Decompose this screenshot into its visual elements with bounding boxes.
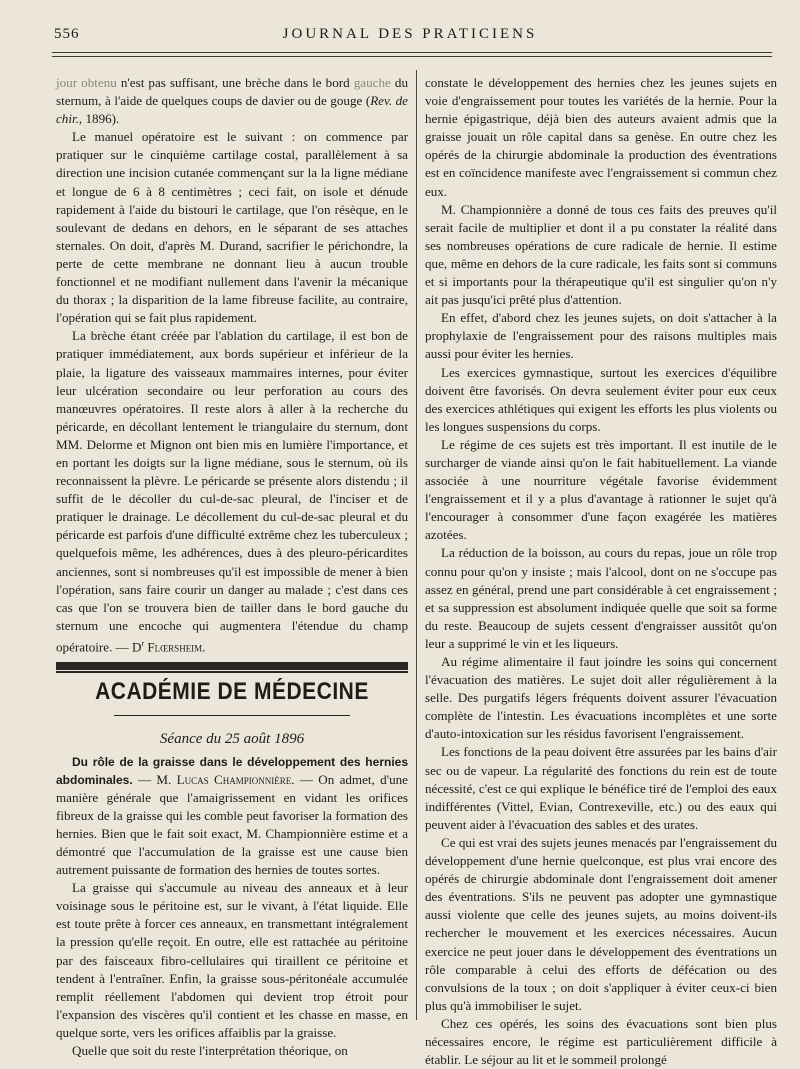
- running-header: [44, 26, 776, 48]
- header-rule-double: [52, 56, 772, 57]
- author-signature: Flœrsheim.: [144, 639, 206, 655]
- journal-title: JOURNAL DES PRATICIENS: [282, 26, 538, 42]
- paragraph: constate le développement des hernies chez les jeunes sujets en voie d'engraissement pour toutes les variétés de la hernie. Pour la hernie épigastrique, déjà bien des auteurs avaient admis que la graisse jouait un rôle capital dans sa genèse. En outre chez les opérés de la chirurgie abdominale la production des éventrations est en coïncidence manifeste avec l'engraissement si commun chez eux.: [425, 75, 777, 199]
- paragraph: Le manuel opératoire est le suivant : on commence par pratiquer sur le cinquième cartilage costal, parallèlement à sa direction une incision cutanée commençant sur la la ligne médiane et longue de 6 à 8 centimètres ; ceci fait, on isole et dénude rapidement à l'aide du bistouri le cartilage, que l'on résèque, en le soulevant de dedans en dehors, en le séparant de ses attaches sternales. On doit, d'après M. Durand, sacrifier le périchondre, la perte de cette membrane ne donnant lieu à aucun trouble fonctionnel et ne modifiant nullement dans l'avenir la mécanique du thorax ; la disparition de la lame fibreuse facilite, au contraire, l'opération qui se fait plus rapidement.: [56, 129, 408, 326]
- author-name: Lucas Championnière.: [176, 771, 295, 787]
- paragraph: Le régime de ces sujets est très important. Il est inutile de le surcharger de viande ainsi qu'on le fait habituellement. La viande associée à une nourriture végétale favorise évidemment l'engraissement et il y a plus d'avantage à rationner le sujet qu'à l'encourager à consommer d'une façon exagérée les matières azotées.: [425, 436, 777, 543]
- superscript: r: [141, 638, 145, 648]
- paragraph: La brèche étant créée par l'ablation du cartilage, il est bon de pratiquer immédiatement, aux bords supérieur et inférieur de la plaie, la ligature des vaisseaux mammaires internes, pour éviter leur ulcération secondaire ou leur perforation au cours des manœuvres opératoires. Il reste alors à aller à la recherche du péricarde, en décollant lentement le triangulaire du sternum, dont MM. Delorme et Mignon ont bien mis en lumière l'importance, et en portant les doigts sur la ligne médiane, sous le sternum, où ils reconnaissent la plèvre. Le péricarde se présente alors distendu ; il suffit de le décoller du cul-de-sac pleural, de l'inciser et de pratiquer le drainage. Le décollement du cul-de-sac pleural et du péricarde est parfois d'une difficulté extrême chez les tuberculeux ; quelquefois même, les adhérences, dues à des pleuro-péricardites anciennes, sont si nombreuses qu'il est impossible de mener à bien l'opération, sans faire courir un danger au malade ; c'est dans ces cas que l'on se trouvera bien de tailler dans le bord gauche du sternum une encoche qui augmentera l'étendue du champ opératoire. — $D^r$ Flœrsheim.: [56, 328, 408, 655]
- paragraph: jour obtenu n'est pas suffisant, une brèche dans le bord gauche du sternum, à l'aide de quelques coups de davier ou de gouge (Rev. de chir., 1896).: [56, 75, 408, 127]
- paragraph: Au régime alimentaire il faut joindre les soins qui concernent l'évacuation des matières. Le sujet doit aller régulièrement à la selle. Des purgatifs légers fréquents doivent assurer l'évacuation complète de l'intestin. Les évacuations incomplètes et une sorte d'auto-intoxication sur les résidus favorisent l'engraissement.: [425, 654, 777, 742]
- paragraph: Ce qui est vrai des sujets jeunes menacés par l'engraissement du développement d'une hernie quelconque, est plus vrai encore des opérés de chirurgie abdominale dont l'engraissement doit amener des éventrations. S'ils ne peuvent pas adopter une gymnastique aussi violente que celle des jeunes sujets, au moins doivent-ils rechercher le mouvement et les exercices nécessaires. Aucun exercice ne peut jouer dans le développement des éventrations un rôle comparable à celui des efforts de défécation ou des convulsions de la toux ; on doit s'appliquer à éviter ceux-ci bien plus qu'à immobiliser le sujet.: [425, 834, 777, 1013]
- page-number: 556: [54, 26, 80, 42]
- article-subject: Du rôle de la graisse dans le développement des hernies abdominales.: [56, 754, 408, 787]
- paragraph: M. Championnière a donné de tous ces faits des preuves qu'il serait facile de multiplier et dont il a pu constater la réalité dans ses nombreuses opérations de cure radicale de hernie. Il estime que, même en dehors de la cure radicale, les faits sont si communs et si importants pour la thérapeutique qu'il est singulier qu'on n'y ait pas jusqu'ici prêté plus d'attention.: [425, 201, 777, 308]
- paragraph: Les fonctions de la peau doivent être assurées par les bains d'air sec ou de vapeur. La régularité des fonctions du rein est de toute nécessité, c'est ce qui explique le bénéfice tiré de l'emploi des eaux indifférentes (Vittel, Evian, Contrexeville, etc.) ou des eaux qui peuvent aider à l'évacuation des sables et des urates.: [425, 744, 777, 832]
- right-column: [425, 74, 777, 1069]
- paragraph: Quelle que soit du reste l'interprétation théorique, on: [72, 1043, 348, 1059]
- section-band: [56, 662, 408, 670]
- paragraph: Du rôle de la graisse dans le développement des hernies abdominales. — M. Lucas Championnière. — On admet, d'une manière générale que l'amaigrissement en vidant les orifices fibreux de la graisse qui les comble peut favoriser la formation des hernies. Bien que le fait soit exact, M. Championnière estime et a démontré que l'accumulation de la graisse est une cause bien autrement puissante de formation des hernies de toutes sortes.: [56, 754, 408, 878]
- section-band-thin: [56, 671, 408, 673]
- section-title: ACADÉMIE DE MÉDECINE: [95, 678, 369, 706]
- paragraph: Chez ces opérés, les soins des évacuations sont bien plus nécessaires encore, le régime est particulièrement difficile à établir. Le séjour au lit et le sommeil prolongé: [425, 1015, 777, 1068]
- paragraph: La graisse qui s'accumule au niveau des anneaux et à leur voisinage sous le péritoine est, sur le vivant, à l'état liquide. Elle est toute prête à forcer ces anneaux, en transmettant intégralement la pression qu'elle reçoit. En outre, elle est rattachée au péritoine par des faisceaux fibro-cellulaires qui tiraillent ce péritoine et tendent à l'entraîner. Enfin, la graisse sous-péritonéale accumulée remplit réellement l'abdomen qui devient trop étroit pour l'expansion des viscères qu'il contient et les chasse en masse, en quelque sorte, vers les orifices affaiblis par la graisse.: [56, 880, 408, 1040]
- section-rule: [114, 715, 350, 716]
- header-rule: [52, 52, 772, 53]
- column-divider: [416, 70, 417, 1020]
- faded-text: jour obtenu: [56, 75, 117, 90]
- paragraph: En effet, d'abord chez les jeunes sujets, on doit s'attacher à la prophylaxie de l'engraissement pour des raisons multiples mais aussi pour éviter les hernies.: [425, 310, 777, 362]
- paragraph: Les exercices gymnastique, surtout les exercices d'équilibre doivent être favorisés. On devra seulement éviter pour eux ceux des exercices athlétiques qui exigent les efforts les plus violents ou les longues suspensions du corps.: [425, 364, 777, 434]
- paragraph: La réduction de la boisson, au cours du repas, joue un rôle trop connu pour qu'on y insiste ; mais l'alcool, dont on ne s'occupe pas assez en général, prend une part considérable à cet engraissement ; et sa suppression est absolument indiquée quelle que soit sa forme du reste. Beaucoup de sujets cessent d'engraisser aussitôt qu'on leur a supprimé le vin et les liqueurs.: [425, 545, 777, 651]
- journal-reference: Rev. de chir.: [56, 93, 408, 127]
- faded-text: gauche: [353, 75, 391, 90]
- left-column: [56, 74, 408, 1060]
- session-date: Séance du 25 août 1896: [159, 731, 305, 748]
